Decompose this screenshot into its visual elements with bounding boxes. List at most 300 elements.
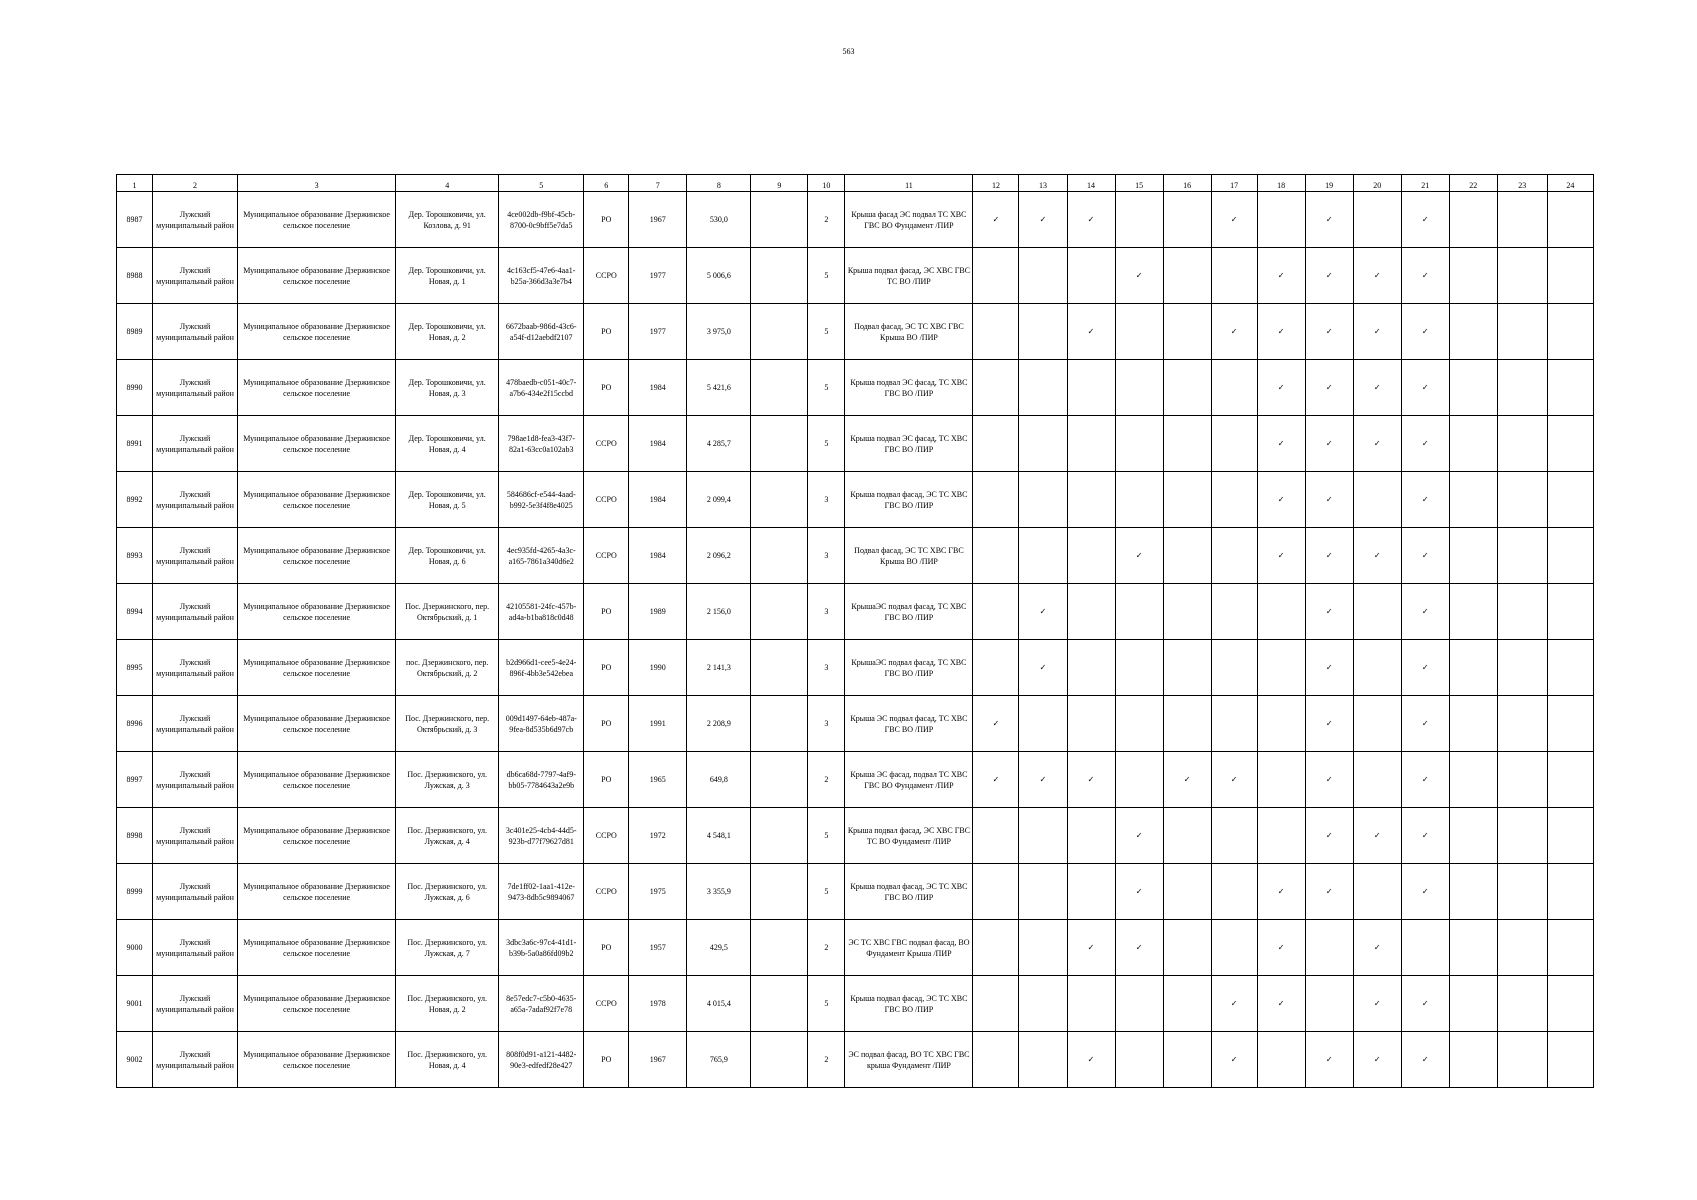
empty-check-cell <box>1211 360 1257 416</box>
empty-check-cell <box>1211 920 1257 976</box>
empty-check-cell <box>973 528 1019 584</box>
check-mark-icon: ✓ <box>1305 304 1353 360</box>
empty-check-cell <box>1497 528 1547 584</box>
empty-check-cell <box>1257 192 1305 248</box>
column-header-4: 4 <box>396 175 499 192</box>
empty-check-cell <box>1497 976 1547 1032</box>
empty-check-cell <box>1497 752 1547 808</box>
empty-check-cell <box>1449 416 1497 472</box>
empty-check-cell <box>1547 808 1593 864</box>
check-mark-icon: ✓ <box>1401 584 1449 640</box>
district-cell: Лужский муниципальный район <box>153 808 238 864</box>
municipality-cell: Муниципальное образование Дзержинское сельское поселение <box>238 584 396 640</box>
column-header-21: 21 <box>1401 175 1449 192</box>
check-mark-icon: ✓ <box>1211 304 1257 360</box>
works-list-cell: Крыша ЭС подвал фасад, ТС ХВС ГВС ВО /ПИР <box>845 696 973 752</box>
check-mark-icon: ✓ <box>1019 640 1067 696</box>
building-id-cell: 3dbc3a6c-97c4-41d1-b39b-5a0a86fd09b2 <box>499 920 584 976</box>
fund-type-cell: РО <box>584 192 629 248</box>
empty-check-cell <box>1211 528 1257 584</box>
empty-cell-9 <box>751 976 808 1032</box>
empty-check-cell <box>1115 360 1163 416</box>
check-mark-icon: ✓ <box>1257 528 1305 584</box>
empty-check-cell <box>973 360 1019 416</box>
check-mark-icon: ✓ <box>1353 416 1401 472</box>
column-header-22: 22 <box>1449 175 1497 192</box>
check-mark-icon: ✓ <box>1353 248 1401 304</box>
check-mark-icon: ✓ <box>1305 192 1353 248</box>
check-mark-icon: ✓ <box>1401 696 1449 752</box>
fund-type-cell: РО <box>584 752 629 808</box>
works-list-cell: КрышаЭС подвал фасад, ТС ХВС ГВС ВО /ПИР <box>845 640 973 696</box>
check-mark-icon: ✓ <box>1257 920 1305 976</box>
empty-check-cell <box>973 416 1019 472</box>
empty-check-cell <box>1019 808 1067 864</box>
empty-check-cell <box>1211 416 1257 472</box>
floors-cell: 5 <box>808 808 845 864</box>
empty-cell-9 <box>751 752 808 808</box>
table-row <box>117 920 1594 976</box>
empty-check-cell <box>1257 584 1305 640</box>
check-mark-icon: ✓ <box>1401 640 1449 696</box>
municipality-cell: Муниципальное образование Дзержинское сельское поселение <box>238 1032 396 1088</box>
empty-check-cell <box>1497 864 1547 920</box>
empty-check-cell <box>1449 528 1497 584</box>
year-cell: 1957 <box>629 920 687 976</box>
empty-cell-9 <box>751 192 808 248</box>
row-number-cell: 8992 <box>117 472 153 528</box>
building-id-cell: 4ce002db-f9bf-45cb-8700-0c9bff5e7da5 <box>499 192 584 248</box>
check-mark-icon: ✓ <box>1257 416 1305 472</box>
works-list-cell: Крыша подвал ЭС фасад, ТС ХВС ГВС ВО /ПИР <box>845 416 973 472</box>
check-mark-icon: ✓ <box>1257 304 1305 360</box>
empty-check-cell <box>1067 864 1115 920</box>
area-cell: 4 548,1 <box>687 808 751 864</box>
check-mark-icon: ✓ <box>1305 360 1353 416</box>
area-cell: 649,8 <box>687 752 751 808</box>
empty-check-cell <box>1497 192 1547 248</box>
empty-check-cell <box>1211 808 1257 864</box>
register-table <box>116 174 1594 1088</box>
floors-cell: 3 <box>808 528 845 584</box>
works-list-cell: Крыша фасад ЭС подвал ТС ХВС ГВС ВО Фундамент /ПИР <box>845 192 973 248</box>
area-cell: 3 355,9 <box>687 864 751 920</box>
row-number-cell: 8996 <box>117 696 153 752</box>
fund-type-cell: ССРО <box>584 416 629 472</box>
column-header-7: 7 <box>629 175 687 192</box>
district-cell: Лужский муниципальный район <box>153 584 238 640</box>
municipality-cell: Муниципальное образование Дзержинское сельское поселение <box>238 360 396 416</box>
check-mark-icon: ✓ <box>1067 192 1115 248</box>
floors-cell: 5 <box>808 360 845 416</box>
empty-cell-9 <box>751 248 808 304</box>
check-mark-icon: ✓ <box>1115 920 1163 976</box>
area-cell: 3 975,0 <box>687 304 751 360</box>
empty-check-cell <box>1497 248 1547 304</box>
empty-check-cell <box>1115 976 1163 1032</box>
floors-cell: 3 <box>808 640 845 696</box>
check-mark-icon: ✓ <box>1305 864 1353 920</box>
empty-check-cell <box>1019 920 1067 976</box>
check-mark-icon: ✓ <box>1257 248 1305 304</box>
empty-check-cell <box>1305 920 1353 976</box>
municipality-cell: Муниципальное образование Дзержинское сельское поселение <box>238 752 396 808</box>
district-cell: Лужский муниципальный район <box>153 752 238 808</box>
works-list-cell: Подвал фасад, ЭС ТС ХВС ГВС Крыша ВО /ПИР <box>845 304 973 360</box>
address-cell: Пос. Дзержинского, пер. Октябрьский, д. 3 <box>396 696 499 752</box>
district-cell: Лужский муниципальный район <box>153 1032 238 1088</box>
column-header-17: 17 <box>1211 175 1257 192</box>
fund-type-cell: РО <box>584 696 629 752</box>
check-mark-icon: ✓ <box>1019 192 1067 248</box>
empty-check-cell <box>1547 752 1593 808</box>
fund-type-cell: ССРО <box>584 528 629 584</box>
empty-cell-9 <box>751 472 808 528</box>
table-row <box>117 472 1594 528</box>
district-cell: Лужский муниципальный район <box>153 976 238 1032</box>
district-cell: Лужский муниципальный район <box>153 640 238 696</box>
empty-check-cell <box>1211 640 1257 696</box>
check-mark-icon: ✓ <box>1353 1032 1401 1088</box>
check-mark-icon: ✓ <box>1115 528 1163 584</box>
works-list-cell: Крыша подвал фасад, ЭС ТС ХВС ГВС ВО /ПИР <box>845 976 973 1032</box>
column-header-13: 13 <box>1019 175 1067 192</box>
empty-check-cell <box>1497 1032 1547 1088</box>
empty-cell-9 <box>751 416 808 472</box>
table-row <box>117 192 1594 248</box>
empty-check-cell <box>1163 528 1211 584</box>
address-cell: Дер. Торошковичи, ул. Новая, д. 5 <box>396 472 499 528</box>
empty-check-cell <box>973 808 1019 864</box>
empty-cell-9 <box>751 360 808 416</box>
fund-type-cell: ССРО <box>584 808 629 864</box>
row-number-cell: 9002 <box>117 1032 153 1088</box>
building-id-cell: b2d966d1-cee5-4e24-896f-4bb3e542ebea <box>499 640 584 696</box>
check-mark-icon: ✓ <box>1211 1032 1257 1088</box>
empty-check-cell <box>973 1032 1019 1088</box>
check-mark-icon: ✓ <box>973 696 1019 752</box>
check-mark-icon: ✓ <box>1401 416 1449 472</box>
area-cell: 429,5 <box>687 920 751 976</box>
empty-check-cell <box>1115 416 1163 472</box>
floors-cell: 2 <box>808 920 845 976</box>
municipality-cell: Муниципальное образование Дзержинское сельское поселение <box>238 528 396 584</box>
check-mark-icon: ✓ <box>1257 864 1305 920</box>
empty-check-cell <box>1449 920 1497 976</box>
area-cell: 2 096,2 <box>687 528 751 584</box>
empty-check-cell <box>973 304 1019 360</box>
empty-cell-9 <box>751 584 808 640</box>
table-row <box>117 808 1594 864</box>
empty-check-cell <box>1353 472 1401 528</box>
empty-check-cell <box>1547 1032 1593 1088</box>
works-list-cell: Крыша подвал фасад, ЭС ТС ХВС ГВС ВО /ПИР <box>845 472 973 528</box>
row-number-cell: 8999 <box>117 864 153 920</box>
empty-check-cell <box>1449 304 1497 360</box>
municipality-cell: Муниципальное образование Дзержинское сельское поселение <box>238 192 396 248</box>
empty-check-cell <box>1163 1032 1211 1088</box>
empty-check-cell <box>1067 696 1115 752</box>
empty-check-cell <box>1067 976 1115 1032</box>
empty-check-cell <box>1115 1032 1163 1088</box>
empty-check-cell <box>1497 696 1547 752</box>
empty-check-cell <box>1449 640 1497 696</box>
empty-check-cell <box>973 976 1019 1032</box>
empty-check-cell <box>1449 248 1497 304</box>
works-list-cell: ЭС подвал фасад, ВО ТС ХВС ГВС крыша Фундамент /ПИР <box>845 1032 973 1088</box>
works-list-cell: Крыша подвал фасад, ЭС ХВС ГВС ТС ВО Фундамент /ПИР <box>845 808 973 864</box>
floors-cell: 3 <box>808 584 845 640</box>
column-header-2: 2 <box>153 175 238 192</box>
check-mark-icon: ✓ <box>1305 248 1353 304</box>
area-cell: 4 285,7 <box>687 416 751 472</box>
check-mark-icon: ✓ <box>973 192 1019 248</box>
check-mark-icon: ✓ <box>1067 920 1115 976</box>
check-mark-icon: ✓ <box>1353 808 1401 864</box>
empty-check-cell <box>1497 640 1547 696</box>
row-number-cell: 8998 <box>117 808 153 864</box>
check-mark-icon: ✓ <box>1401 864 1449 920</box>
empty-check-cell <box>1019 416 1067 472</box>
building-id-cell: 8e57edc7-c5b0-4635-a65a-7adaf92f7e78 <box>499 976 584 1032</box>
empty-check-cell <box>1163 248 1211 304</box>
municipality-cell: Муниципальное образование Дзержинское сельское поселение <box>238 416 396 472</box>
empty-check-cell <box>1067 808 1115 864</box>
fund-type-cell: ССРО <box>584 976 629 1032</box>
empty-check-cell <box>1115 696 1163 752</box>
year-cell: 1975 <box>629 864 687 920</box>
year-cell: 1984 <box>629 360 687 416</box>
municipality-cell: Муниципальное образование Дзержинское сельское поселение <box>238 920 396 976</box>
empty-check-cell <box>1547 640 1593 696</box>
empty-check-cell <box>973 864 1019 920</box>
address-cell: Пос. Дзержинского, ул. Лужская, д. 7 <box>396 920 499 976</box>
municipality-cell: Муниципальное образование Дзержинское сельское поселение <box>238 696 396 752</box>
column-header-5: 5 <box>499 175 584 192</box>
empty-check-cell <box>1163 360 1211 416</box>
municipality-cell: Муниципальное образование Дзержинское сельское поселение <box>238 864 396 920</box>
empty-check-cell <box>1163 640 1211 696</box>
empty-check-cell <box>1163 584 1211 640</box>
check-mark-icon: ✓ <box>1401 304 1449 360</box>
empty-check-cell <box>1019 472 1067 528</box>
column-header-11: 11 <box>845 175 973 192</box>
year-cell: 1967 <box>629 192 687 248</box>
column-header-6: 6 <box>584 175 629 192</box>
building-id-cell: 42105581-24fc-457b-ad4a-b1ba818c0d48 <box>499 584 584 640</box>
empty-check-cell <box>973 248 1019 304</box>
table-row <box>117 528 1594 584</box>
empty-check-cell <box>1497 360 1547 416</box>
check-mark-icon: ✓ <box>1401 360 1449 416</box>
check-mark-icon: ✓ <box>1067 304 1115 360</box>
empty-check-cell <box>1449 808 1497 864</box>
empty-check-cell <box>1067 640 1115 696</box>
row-number-cell: 8994 <box>117 584 153 640</box>
empty-check-cell <box>1019 1032 1067 1088</box>
floors-cell: 2 <box>808 1032 845 1088</box>
check-mark-icon: ✓ <box>1019 584 1067 640</box>
empty-check-cell <box>1547 976 1593 1032</box>
check-mark-icon: ✓ <box>1305 752 1353 808</box>
empty-check-cell <box>1115 304 1163 360</box>
empty-check-cell <box>973 920 1019 976</box>
table-row <box>117 696 1594 752</box>
empty-check-cell <box>1547 416 1593 472</box>
year-cell: 1990 <box>629 640 687 696</box>
fund-type-cell: РО <box>584 584 629 640</box>
table-row <box>117 864 1594 920</box>
empty-check-cell <box>1497 416 1547 472</box>
municipality-cell: Муниципальное образование Дзержинское сельское поселение <box>238 640 396 696</box>
empty-check-cell <box>973 584 1019 640</box>
address-cell: Пос. Дзержинского, ул. Лужская, д. 3 <box>396 752 499 808</box>
empty-check-cell <box>1019 360 1067 416</box>
building-id-cell: 478baedb-c051-40c7-a7b6-434e2f15ccbd <box>499 360 584 416</box>
empty-check-cell <box>1497 808 1547 864</box>
check-mark-icon: ✓ <box>1305 1032 1353 1088</box>
empty-check-cell <box>1067 528 1115 584</box>
empty-check-cell <box>1497 472 1547 528</box>
fund-type-cell: РО <box>584 360 629 416</box>
empty-cell-9 <box>751 640 808 696</box>
column-header-3: 3 <box>238 175 396 192</box>
works-list-cell: Крыша подвал ЭС фасад, ТС ХВС ГВС ВО /ПИР <box>845 360 973 416</box>
empty-check-cell <box>1115 584 1163 640</box>
empty-check-cell <box>1067 360 1115 416</box>
empty-check-cell <box>1163 976 1211 1032</box>
check-mark-icon: ✓ <box>1401 192 1449 248</box>
address-cell: Пос. Дзержинского, ул. Лужская, д. 4 <box>396 808 499 864</box>
empty-check-cell <box>1353 640 1401 696</box>
floors-cell: 3 <box>808 472 845 528</box>
check-mark-icon: ✓ <box>1211 192 1257 248</box>
empty-check-cell <box>1497 584 1547 640</box>
row-number-cell: 8987 <box>117 192 153 248</box>
empty-check-cell <box>1305 976 1353 1032</box>
check-mark-icon: ✓ <box>1353 360 1401 416</box>
works-list-cell: КрышаЭС подвал фасад, ТС ХВС ГВС ВО /ПИР <box>845 584 973 640</box>
year-cell: 1984 <box>629 528 687 584</box>
building-id-cell: 4ec935fd-4265-4a3c-a165-7861a340d6e2 <box>499 528 584 584</box>
check-mark-icon: ✓ <box>1305 416 1353 472</box>
address-cell: Дер. Торошковичи, ул. Новая, д. 4 <box>396 416 499 472</box>
empty-check-cell <box>1211 696 1257 752</box>
column-number-row <box>117 175 1594 192</box>
building-id-cell: 798ae1d8-fea3-43f7-82a1-63cc0a102ab3 <box>499 416 584 472</box>
address-cell: Дер. Торошковичи, ул. Новая, д. 1 <box>396 248 499 304</box>
row-number-cell: 8993 <box>117 528 153 584</box>
empty-check-cell <box>1163 696 1211 752</box>
column-header-1: 1 <box>117 175 153 192</box>
empty-check-cell <box>1353 584 1401 640</box>
row-number-cell: 8988 <box>117 248 153 304</box>
municipality-cell: Муниципальное образование Дзержинское сельское поселение <box>238 304 396 360</box>
check-mark-icon: ✓ <box>1305 640 1353 696</box>
empty-check-cell <box>1115 752 1163 808</box>
works-list-cell: Крыша подвал фасад, ЭС ХВС ГВС ТС ВО /ПИР <box>845 248 973 304</box>
floors-cell: 5 <box>808 976 845 1032</box>
empty-cell-9 <box>751 808 808 864</box>
check-mark-icon: ✓ <box>1305 696 1353 752</box>
check-mark-icon: ✓ <box>1353 528 1401 584</box>
building-id-cell: 6672baab-986d-43c6-a54f-d12aebdf2107 <box>499 304 584 360</box>
empty-check-cell <box>1547 472 1593 528</box>
row-number-cell: 8990 <box>117 360 153 416</box>
check-mark-icon: ✓ <box>1305 528 1353 584</box>
year-cell: 1977 <box>629 248 687 304</box>
check-mark-icon: ✓ <box>1115 864 1163 920</box>
column-header-16: 16 <box>1163 175 1211 192</box>
empty-check-cell <box>1211 472 1257 528</box>
table-row <box>117 416 1594 472</box>
district-cell: Лужский муниципальный район <box>153 416 238 472</box>
floors-cell: 5 <box>808 248 845 304</box>
column-header-10: 10 <box>808 175 845 192</box>
district-cell: Лужский муниципальный район <box>153 304 238 360</box>
address-cell: Пос. Дзержинского, ул. Новая, д. 2 <box>396 976 499 1032</box>
district-cell: Лужский муниципальный район <box>153 248 238 304</box>
column-header-14: 14 <box>1067 175 1115 192</box>
works-list-cell: Крыша ЭС фасад, подвал ТС ХВС ГВС ВО Фундамент /ПИР <box>845 752 973 808</box>
column-header-24: 24 <box>1547 175 1593 192</box>
area-cell: 2 208,9 <box>687 696 751 752</box>
year-cell: 1967 <box>629 1032 687 1088</box>
address-cell: пос. Дзержинского, пер. Октябрьский, д. 2 <box>396 640 499 696</box>
empty-check-cell <box>1547 696 1593 752</box>
empty-check-cell <box>1257 1032 1305 1088</box>
district-cell: Лужский муниципальный район <box>153 864 238 920</box>
empty-check-cell <box>1067 248 1115 304</box>
empty-check-cell <box>1449 360 1497 416</box>
area-cell: 2 156,0 <box>687 584 751 640</box>
building-id-cell: 009d1497-64eb-487a-9fea-8d535b6d97cb <box>499 696 584 752</box>
empty-check-cell <box>1547 584 1593 640</box>
empty-check-cell <box>1353 192 1401 248</box>
empty-check-cell <box>1163 192 1211 248</box>
table-row <box>117 976 1594 1032</box>
empty-check-cell <box>1401 920 1449 976</box>
check-mark-icon: ✓ <box>1257 976 1305 1032</box>
year-cell: 1972 <box>629 808 687 864</box>
address-cell: Дер. Торошковичи, ул. Новая, д. 2 <box>396 304 499 360</box>
fund-type-cell: ССРО <box>584 864 629 920</box>
check-mark-icon: ✓ <box>1401 976 1449 1032</box>
empty-check-cell <box>1547 248 1593 304</box>
empty-check-cell <box>1019 976 1067 1032</box>
table-row <box>117 304 1594 360</box>
floors-cell: 5 <box>808 304 845 360</box>
empty-cell-9 <box>751 920 808 976</box>
empty-check-cell <box>1449 192 1497 248</box>
building-id-cell: db6ca68d-7797-4af9-bb05-7784643a2e9b <box>499 752 584 808</box>
empty-check-cell <box>1353 696 1401 752</box>
check-mark-icon: ✓ <box>1305 472 1353 528</box>
empty-check-cell <box>1257 640 1305 696</box>
empty-check-cell <box>1067 416 1115 472</box>
empty-check-cell <box>1163 864 1211 920</box>
empty-check-cell <box>1115 472 1163 528</box>
empty-check-cell <box>1449 976 1497 1032</box>
floors-cell: 2 <box>808 192 845 248</box>
building-id-cell: 3c401e25-4cb4-44d5-923b-d77f79627d81 <box>499 808 584 864</box>
check-mark-icon: ✓ <box>1067 752 1115 808</box>
empty-check-cell <box>1497 304 1547 360</box>
column-header-9: 9 <box>751 175 808 192</box>
area-cell: 5 421,6 <box>687 360 751 416</box>
empty-cell-9 <box>751 528 808 584</box>
area-cell: 5 006,6 <box>687 248 751 304</box>
